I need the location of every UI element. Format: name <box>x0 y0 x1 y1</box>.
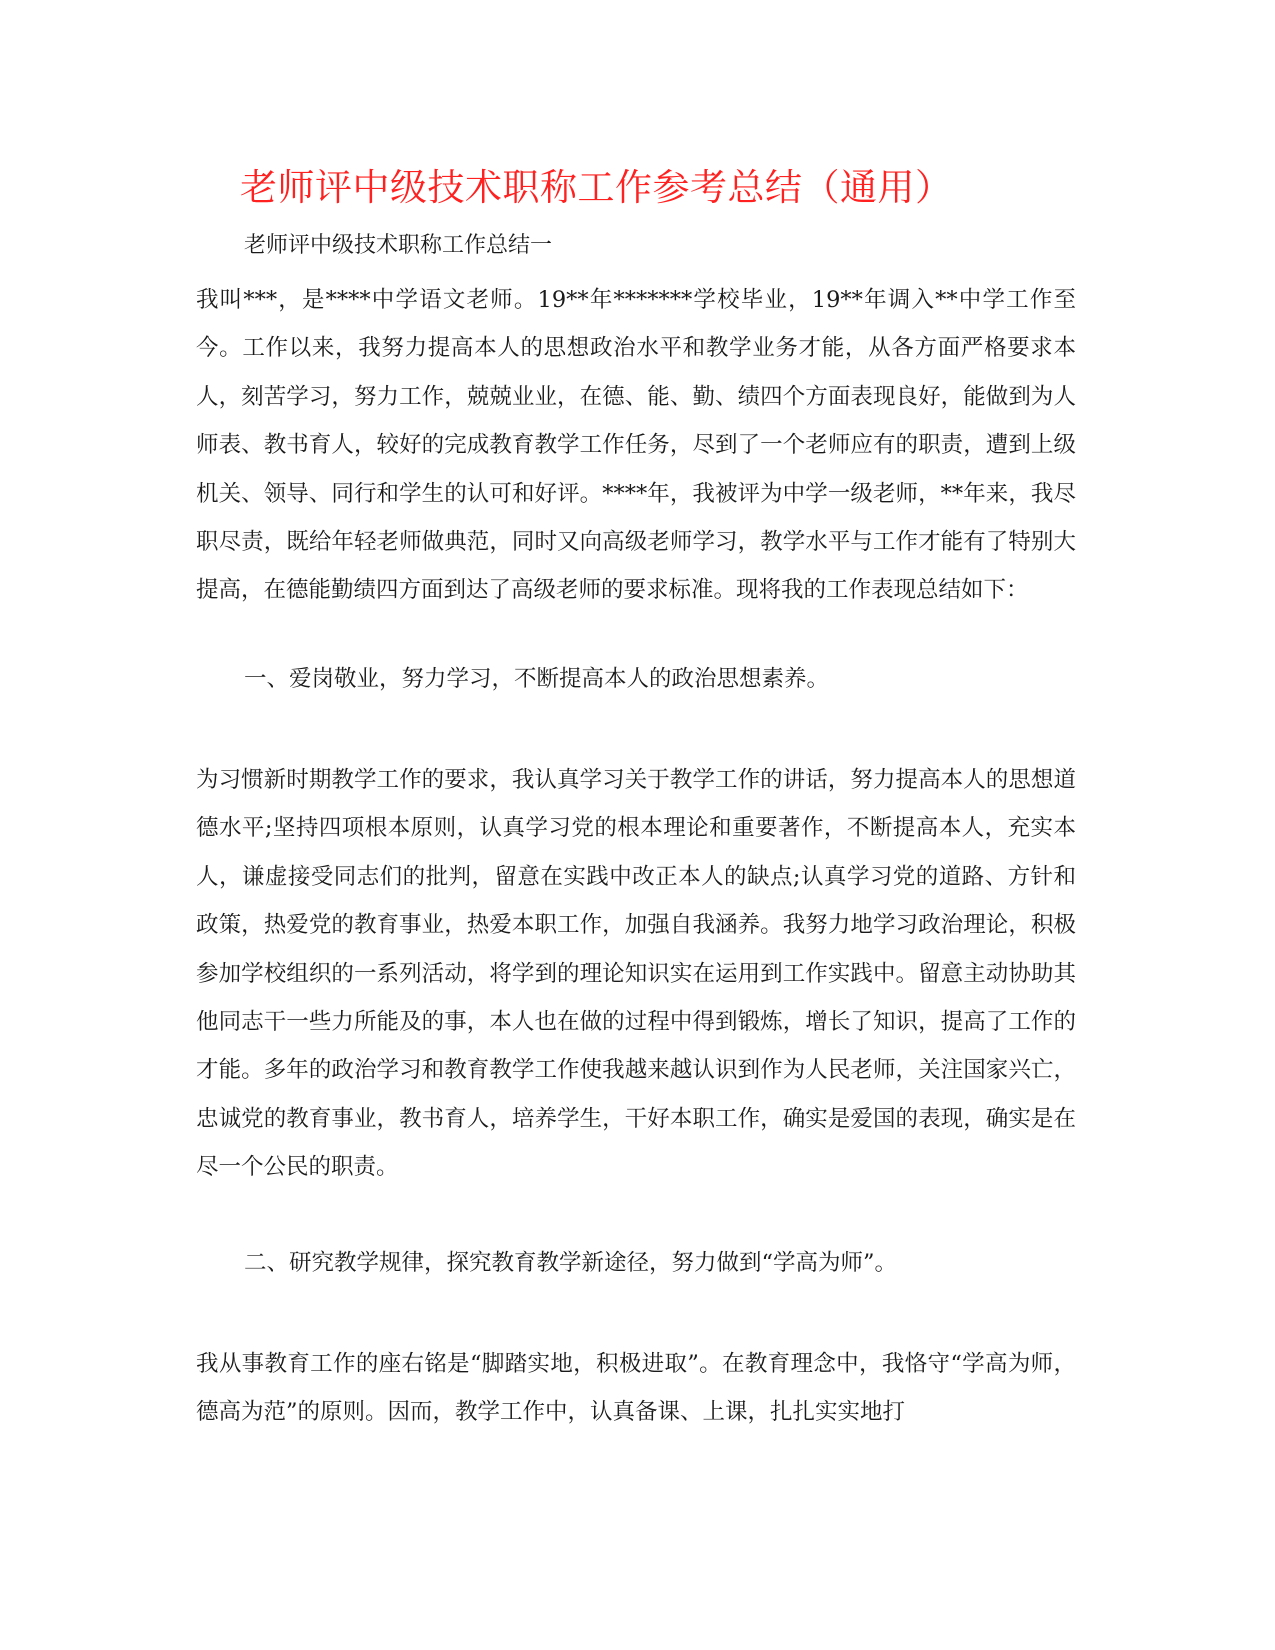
document-title: 老师评中级技术职称工作参考总结（通用） <box>240 166 953 209</box>
document-subtitle: 老师评中级技术职称工作总结一 <box>244 233 553 258</box>
section-heading-1: 一、爱岗敬业，努力学习，不断提高本人的政治思想素养。 <box>244 666 830 692</box>
paragraph-section-2: 我从事教育工作的座右铭是“脚踏实地，积极进取”。在教育理念中，我恪守“学高为师，德高为范”的原则。因而，教学工作中，认真备课、上课，扎扎实实地打 <box>196 1351 1076 1426</box>
paragraph-section-1: 为习惯新时期教学工作的要求，我认真学习关于教学工作的讲话，努力提高本人的思想道德水平;坚持四项根本原则，认真学习党的根本理论和重要著作，不断提高本人，充实本人，谦虚接受同志们的批判，留意在实践中改正本人的缺点;认真学习党的道路、方针和政策，热爱党的教育事业，热爱本职工作，加强自我涵养。我努力地学习政治理论，积极参加学校组织的一系列活动，将学到的理论知识实在运用到工作实践中。留意主动协助其他同志干一些力所能及的事，本人也在做的过程中得到锻炼，增长了知识，提高了工作的才能。多年的政治学习和教育教学工作使我越来越认识到作为人民老师，关注国家兴亡，忠诚党的教育事业，教书育人，培养学生，干好本职工作，确实是爱国的表现，确实是在尽一个公民的职责。 <box>196 767 1076 1181</box>
section-heading-2: 二、研究教学规律，探究教育教学新途径，努力做到“学高为师”。 <box>244 1250 898 1276</box>
paragraph-intro: 我叫***，是****中学语文老师。19**年*******学校毕业，19**年调入**中学工作至今。工作以来，我努力提高本人的思想政治水平和教学业务才能，从各方面严格要求本人，刻苦学习，努力工作，兢兢业业，在德、能、勤、绩四个方面表现良好，能做到为人师表、教书育人，较好的完成教育教学工作任务，尽到了一个老师应有的职责，遭到上级机关、领导、同行和学生的认可和好评。****年，我被评为中学一级老师，**年来，我尽职尽责，既给年轻老师做典范，同时又向高级老师学习，教学水平与工作才能有了特别大提高，在德能勤绩四方面到达了高级老师的要求标准。现将我的工作表现总结如下： <box>196 287 1076 604</box>
